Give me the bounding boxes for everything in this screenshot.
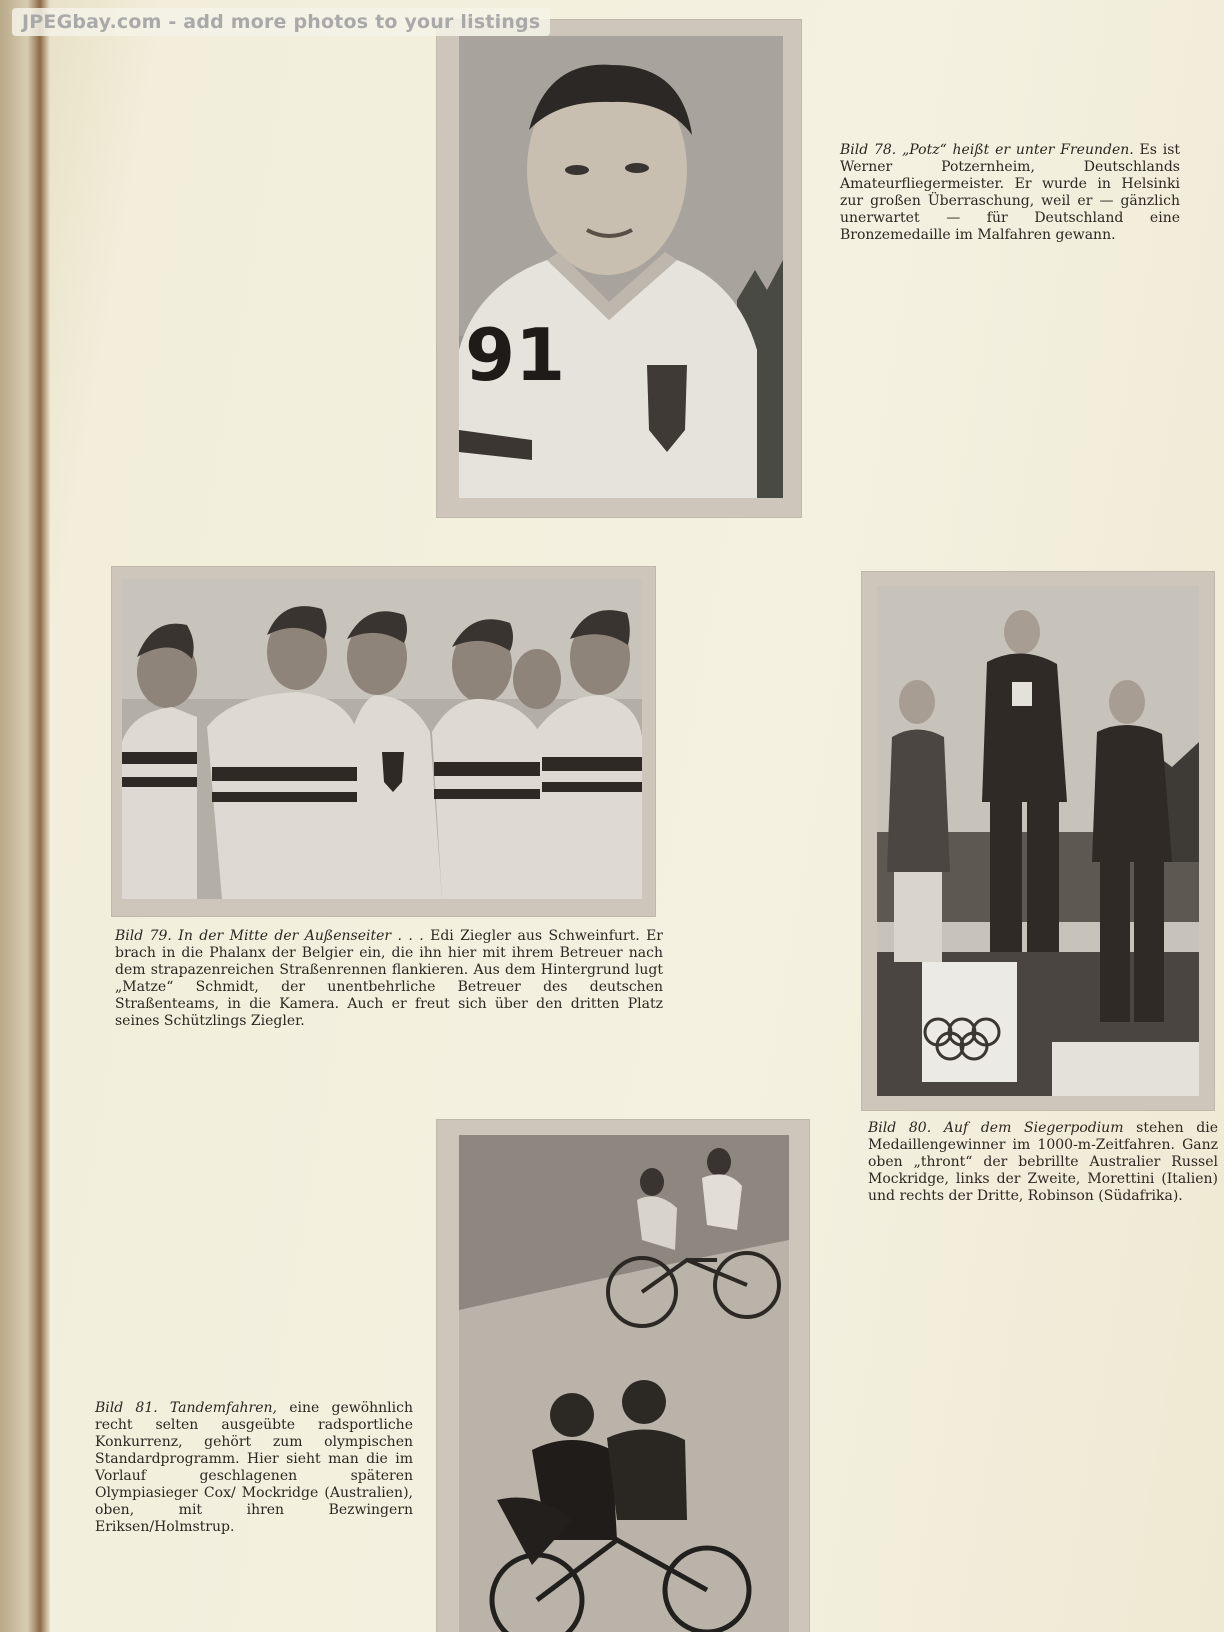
caption-bild-78 <box>840 142 1180 244</box>
photo-bild-79 <box>112 567 655 916</box>
caption-78-body: Es ist Werner Potzernheim, Deutschlands Amateurfliegermeister. Er wurde in Helsinki zur großen Überraschung, weil er — gänzlich unerwartet — für Deutschland eine Bronzemedaille im Malfahren gewann. <box>840 142 1180 243</box>
watermark-text: JPEGbay.com - add more photos to your listings <box>12 8 550 36</box>
caption-81-body: eine gewöhnlich recht selten ausgeübte radsportliche Konkurrenz, gehört zum olympischen Standardprogramm. Hier sieht man die im Vorlauf geschlagenen späteren Olympiasieger Cox/ Mockridge (Australien), oben, mit ihren Bezwingern Eriksen/Holmstrup. <box>95 1400 413 1535</box>
caption-81-lead: Bild 81. Tandemfahren, <box>95 1400 290 1416</box>
caption-79-lead: Bild 79. In der Mitte der Außenseiter . . . <box>115 928 431 944</box>
caption-bild-79 <box>115 928 663 1030</box>
caption-bild-80 <box>868 1120 1218 1205</box>
photo-bild-81 <box>437 1120 809 1632</box>
caption-80-body: stehen die Medaillengewinner im 1000-m-Zeitfahren. Ganz oben „thront“ der bebrillte Australier Russel Mockridge, links der Zweite, Morettini (Italien) und rechts der Dritte, Robinson (Südafrika). <box>868 1120 1219 1204</box>
caption-78-lead: Bild 78. „Potz“ heißt er unter Freunden. <box>840 142 1140 158</box>
caption-80-lead: Bild 80. Auf dem Siegerpodium <box>868 1120 1137 1136</box>
caption-79-body: Edi Ziegler aus Schweinfurt. Er brach in die Phalanx der Belgier ein, die ihn hier mit ihrem Betreuer nach dem strapazenreichen Straßenrennen flankieren. Aus dem Hintergrund lugt „Matze“ Schmidt, der unentbehrliche Betreuer des deutschen Straßenteams, in die Kamera. Auch er freut sich über den dritten Platz seines Schützlings Ziegler. <box>115 928 663 1029</box>
caption-bild-81 <box>95 1400 413 1536</box>
photo-bild-78 <box>437 20 801 517</box>
photo-bild-80 <box>862 572 1214 1110</box>
jersey-number: 91 <box>465 313 566 397</box>
book-spine <box>0 0 50 1632</box>
